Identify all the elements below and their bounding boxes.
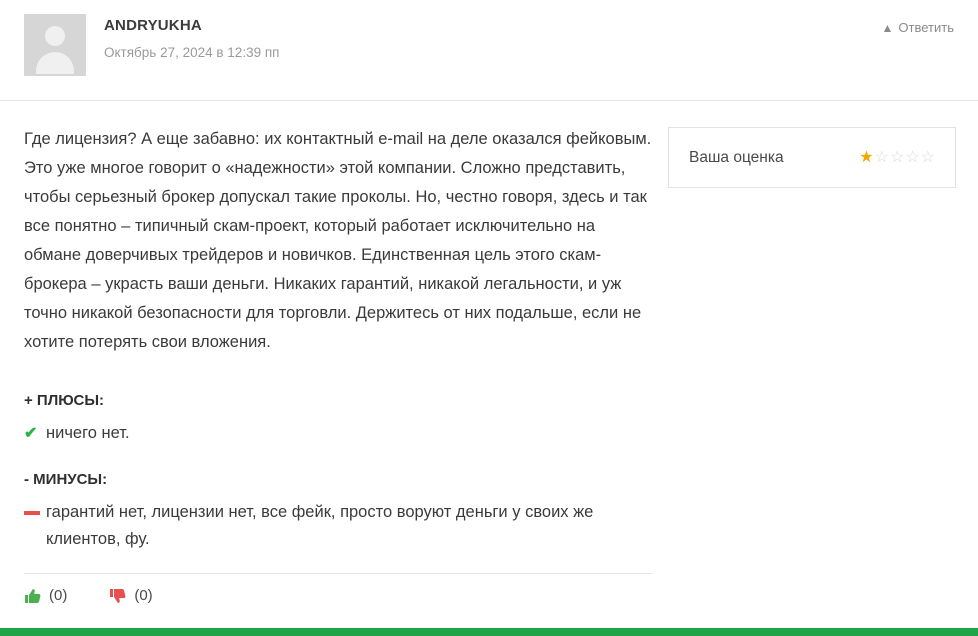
review-header bbox=[0, 0, 978, 100]
thumbs-down-icon bbox=[109, 588, 126, 604]
check-icon: ✔ bbox=[24, 425, 38, 442]
cons-row bbox=[24, 499, 652, 553]
minus-icon bbox=[24, 499, 46, 526]
reply-button[interactable] bbox=[882, 20, 954, 35]
review-body-text: Где лицензия? А еще забавно: их контактный e-mail на деле оказался фейковым. Это уже многое говорит о «надежности» этой компании. Сложно представить, чтобы серьезный брокер допускал такие проколы. Но, честно говоря, здесь и так все понятно – типичный скам-проект, который работает исключительно на обмане доверчивых трейдеров и новичков. Единственная цель этого скам-брокера – украсть ваши деньги. Никаких гарантий, никакой легальности, и уж точно никакой безопасности для торговли. Держитесь от них подальше, если не хотите потерять свои вложения. bbox=[24, 130, 652, 351]
vote-bar bbox=[24, 587, 153, 604]
star-2[interactable]: ☆ bbox=[874, 148, 889, 166]
pros-row bbox=[24, 420, 652, 447]
your-rating-widget[interactable] bbox=[668, 127, 956, 188]
star-3[interactable]: ☆ bbox=[889, 148, 905, 166]
reply-arrow-icon: ▲ bbox=[881, 20, 894, 35]
your-rating-label: Ваша оценка bbox=[689, 148, 784, 166]
author-name: ANDRYUKHA bbox=[104, 17, 202, 34]
thumbs-up-icon bbox=[24, 588, 41, 604]
pros-text: ничего нет. bbox=[46, 424, 130, 442]
cons-section bbox=[24, 469, 652, 553]
cons-text: гарантий нет, лицензии нет, все фейк, просто воруют деньги у своих же клиентов, фу. bbox=[46, 503, 594, 548]
bottom-accent-bar bbox=[0, 628, 978, 636]
star-1[interactable]: ★ bbox=[859, 148, 874, 166]
review-content bbox=[0, 101, 978, 636]
pros-section bbox=[24, 390, 652, 447]
star-5[interactable]: ☆ bbox=[920, 148, 935, 166]
star-4[interactable]: ☆ bbox=[905, 148, 920, 166]
review-date: Октябрь 27, 2024 в 12:39 пп bbox=[104, 45, 280, 60]
reply-label: Ответить bbox=[898, 20, 954, 35]
cons-title: - МИНУСЫ: bbox=[24, 471, 108, 488]
downvote-count: (0) bbox=[134, 587, 153, 604]
upvote-button[interactable] bbox=[24, 587, 67, 604]
votes-divider bbox=[24, 573, 652, 574]
avatar bbox=[24, 14, 86, 76]
author-block bbox=[104, 14, 279, 62]
avatar-head-shape bbox=[45, 26, 65, 46]
upvote-count: (0) bbox=[49, 587, 68, 604]
pros-title: + ПЛЮСЫ: bbox=[24, 392, 105, 409]
avatar-body-shape bbox=[36, 52, 74, 74]
downvote-button[interactable] bbox=[109, 587, 152, 604]
star-rating[interactable] bbox=[859, 150, 935, 166]
